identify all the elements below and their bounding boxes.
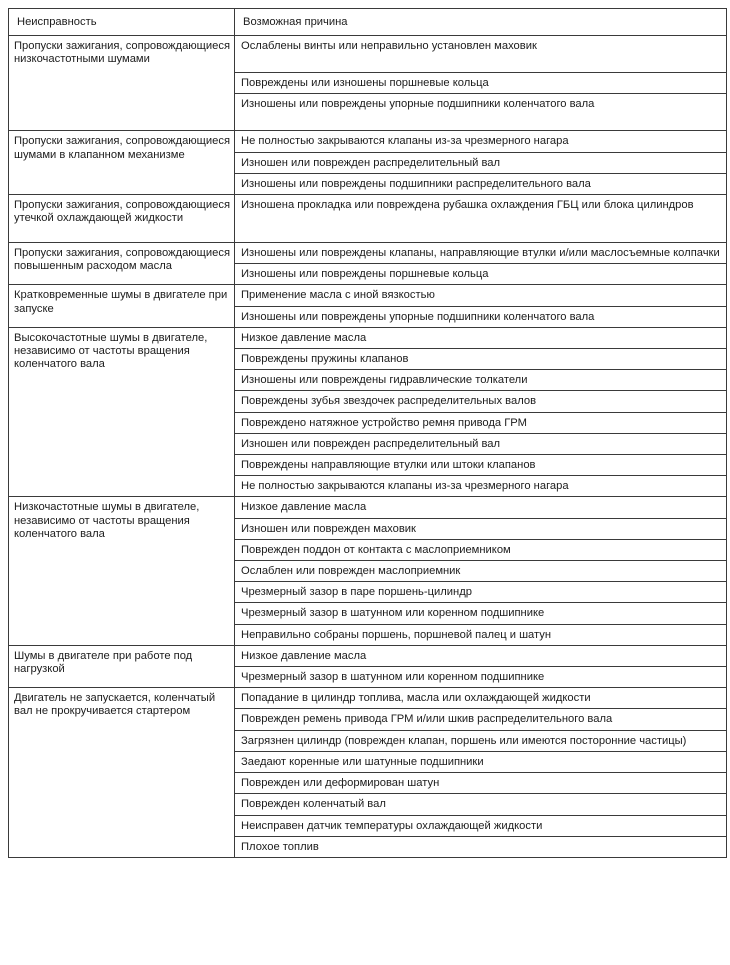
cause-cell: Неправильно собраны поршень, поршневой палец и шатун <box>235 624 727 645</box>
fault-cell: Пропуски зажигания, сопровождающиеся повышенным расходом масла <box>9 243 235 285</box>
cause-cell: Изношены или повреждены подшипники распределительного вала <box>235 173 727 194</box>
cause-cell: Повреждены зубья звездочек распределительных валов <box>235 391 727 412</box>
cause-cell: Изношены или повреждены гидравлические толкатели <box>235 370 727 391</box>
table-row <box>9 285 727 306</box>
cause-cell: Повреждены или изношены поршневые кольца <box>235 73 727 94</box>
cause-cell: Неисправен датчик температуры охлаждающей жидкости <box>235 815 727 836</box>
table-row <box>9 195 727 243</box>
cause-cell: Изношены или повреждены поршневые кольца <box>235 264 727 285</box>
fault-cell: Высокочастотные шумы в двигателе, независимо от частоты вращения коленчатого вала <box>9 327 235 497</box>
fault-cell: Двигатель не запускается, коленчатый вал не прокручивается стартером <box>9 688 235 858</box>
cause-cell: Изношены или повреждены клапаны, направляющие втулки и/или маслосъемные колпачки <box>235 243 727 264</box>
cause-cell: Низкое давление масла <box>235 497 727 518</box>
cause-cell: Поврежден или деформирован шатун <box>235 773 727 794</box>
table-row <box>9 243 727 264</box>
troubleshooting-document <box>8 8 726 858</box>
cause-cell: Плохое топлив <box>235 836 727 857</box>
cause-cell: Повреждено натяжное устройство ремня привода ГРМ <box>235 412 727 433</box>
cause-cell: Заедают коренные или шатунные подшипники <box>235 751 727 772</box>
table-row <box>9 36 727 73</box>
cause-cell: Изношен или поврежден распределительный вал <box>235 433 727 454</box>
fault-cell: Пропуски зажигания, сопровождающиеся шумами в клапанном механизме <box>9 131 235 195</box>
table-header-row <box>9 9 727 36</box>
cause-cell: Попадание в цилиндр топлива, масла или охлаждающей жидкости <box>235 688 727 709</box>
cause-cell: Низкое давление масла <box>235 327 727 348</box>
cause-cell: Низкое давление масла <box>235 645 727 666</box>
table-row <box>9 645 727 666</box>
cause-cell: Поврежден поддон от контакта с маслоприемником <box>235 539 727 560</box>
cause-cell: Чрезмерный зазор в шатунном или коренном подшипнике <box>235 603 727 624</box>
table-body <box>9 36 727 858</box>
table-row <box>9 688 727 709</box>
cause-cell: Ослаблен или поврежден маслоприемник <box>235 561 727 582</box>
cause-cell: Изношен или поврежден маховик <box>235 518 727 539</box>
fault-cell: Пропуски зажигания, сопровождающиеся низкочастотными шумами <box>9 36 235 131</box>
table-row <box>9 327 727 348</box>
cause-cell: Загрязнен цилиндр (поврежден клапан, поршень или имеются посторонние частицы) <box>235 730 727 751</box>
table-row <box>9 497 727 518</box>
cause-cell: Повреждены направляющие втулки или штоки клапанов <box>235 455 727 476</box>
cause-cell: Не полностью закрываются клапаны из-за чрезмерного нагара <box>235 131 727 152</box>
cause-cell: Чрезмерный зазор в паре поршень-цилиндр <box>235 582 727 603</box>
fault-cell: Пропуски зажигания, сопровождающиеся утечкой охлаждающей жидкости <box>9 195 235 243</box>
fault-cell: Шумы в двигателе при работе под нагрузкой <box>9 645 235 687</box>
table-row <box>9 131 727 152</box>
cause-cell: Не полностью закрываются клапаны из-за чрезмерного нагара <box>235 476 727 497</box>
cause-cell: Изношены или повреждены упорные подшипники коленчатого вала <box>235 94 727 131</box>
cause-cell: Применение масла с иной вязкостью <box>235 285 727 306</box>
cause-cell: Изношен или поврежден распределительный вал <box>235 152 727 173</box>
cause-cell: Изношена прокладка или повреждена рубашка охлаждения ГБЦ или блока цилиндров <box>235 195 727 243</box>
fault-cell: Низкочастотные шумы в двигателе, независимо от частоты вращения коленчатого вала <box>9 497 235 645</box>
cause-cell: Ослаблены винты или неправильно установлен маховик <box>235 36 727 73</box>
fault-cell: Кратковременные шумы в двигателе при запуске <box>9 285 235 327</box>
cause-cell: Поврежден ремень привода ГРМ и/или шкив распределительного вала <box>235 709 727 730</box>
cause-cell: Повреждены пружины клапанов <box>235 349 727 370</box>
header-cause: Возможная причина <box>235 9 727 36</box>
cause-cell: Чрезмерный зазор в шатунном или коренном подшипнике <box>235 667 727 688</box>
header-fault: Неисправность <box>9 9 235 36</box>
troubleshooting-table <box>8 8 727 858</box>
cause-cell: Поврежден коленчатый вал <box>235 794 727 815</box>
cause-cell: Изношены или повреждены упорные подшипники коленчатого вала <box>235 306 727 327</box>
